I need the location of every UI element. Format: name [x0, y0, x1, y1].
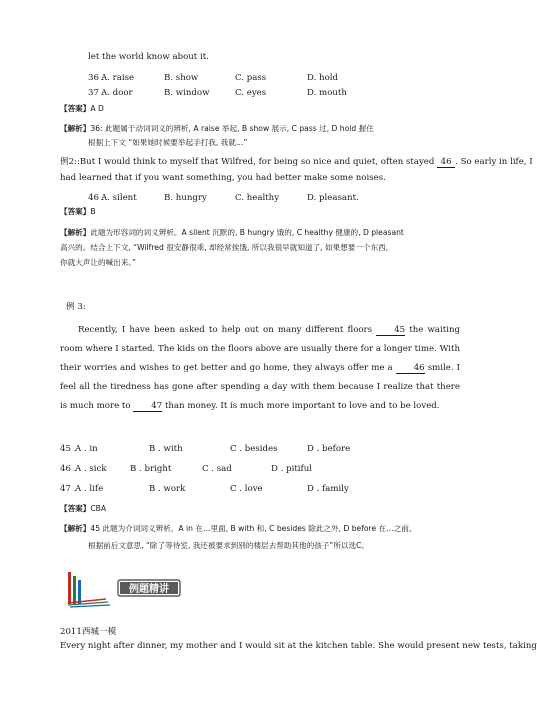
- answer-label: 【答案】: [60, 104, 91, 113]
- analysis-line: [60, 123, 374, 134]
- option-d: D. pleasant.: [307, 193, 359, 203]
- answer-value: CBA: [90, 504, 107, 513]
- option-b: B. hungry: [164, 193, 207, 203]
- analysis-label: 【解析】: [60, 524, 91, 533]
- question-number: 47 .: [60, 484, 77, 494]
- example3-heading: 例 3:: [66, 302, 86, 312]
- option-d: D . pitiful: [271, 464, 313, 474]
- example3-passage: [60, 321, 460, 416]
- analysis-label: 【解析】: [60, 228, 91, 237]
- answer-label: 【答案】: [60, 207, 91, 216]
- analysis-label: 【解析】: [60, 124, 91, 133]
- blank-46: 46: [396, 363, 425, 374]
- option-c: C. pass: [235, 73, 267, 83]
- example2-line: [60, 157, 533, 168]
- option-a: A. silent: [101, 193, 137, 203]
- question-number: 36 .: [88, 73, 105, 83]
- option-b: B. window: [164, 88, 210, 98]
- example2-text: 例2::But I would think to myself that Wilfred, for being so nice and quiet, often stayed: [60, 157, 435, 167]
- analysis-text: 45 此题为介词词义辨析。A in 在…里面, B with 和, C besides 除此之外, D before 在…之前。: [90, 524, 417, 533]
- option-a: A . life: [75, 484, 104, 494]
- blank-45: 45: [376, 325, 405, 336]
- blank-46: 46: [437, 157, 455, 168]
- analysis-line: [60, 227, 404, 238]
- passage-text: the waiting room where I started. The kids on the floors above are usually there for a longer time. With their worries and wishes to get better and go home, they always offer me a: [60, 325, 461, 373]
- logo-bar-red: [68, 572, 71, 604]
- passage-text: Recently, I have been asked to help out on many different floors: [78, 325, 373, 335]
- option-d: D. mouth: [307, 88, 347, 98]
- passage-tail: let the world know about it.: [88, 52, 209, 62]
- answer-line: [60, 503, 106, 514]
- question-number: 45 .: [60, 444, 77, 454]
- option-a: A. door: [101, 88, 133, 98]
- example-explanation-logo: [66, 566, 184, 610]
- option-d: D . family: [307, 484, 349, 494]
- analysis-text: 根据前后文意思, “除了等待室, 我还被要求到别的楼层去帮助其他的孩子”所以选C。: [88, 541, 370, 550]
- option-a: A . in: [75, 444, 98, 454]
- example2-text: . So early in life, I: [455, 157, 533, 167]
- answer-line: [60, 103, 104, 114]
- option-b: B. show: [164, 73, 199, 83]
- source-label: 2011西城一模: [60, 627, 117, 637]
- option-c: C . sad: [202, 464, 232, 474]
- question-number: 46 .: [60, 464, 77, 474]
- answer-value: A D: [90, 104, 104, 113]
- logo-text: 例题精讲: [129, 584, 169, 595]
- option-d: D. hold: [307, 73, 339, 83]
- option-c: C . love: [230, 484, 263, 494]
- option-c: C. eyes: [235, 88, 267, 98]
- analysis-text: 36: 此题属于动词词义的辨析, A raise 举起, B show 展示, C pass 过, D hold 握住: [90, 124, 374, 133]
- example2-line: had learned that if you want something, you had better make some noises.: [60, 173, 386, 183]
- option-d: D . before: [307, 444, 351, 454]
- option-a: A. raise: [101, 73, 135, 83]
- passage-text: than money. It is much more important to love and to be loved.: [164, 401, 440, 411]
- answer-line: [60, 206, 96, 217]
- option-a: A . sick: [75, 464, 107, 474]
- analysis-text: 根据上下文 “如果她时候要举起手打我, 我就…”: [88, 138, 248, 147]
- question-number: 37 .: [88, 88, 105, 98]
- analysis-text: 此题为形容词的词义辨析。A silent 沉默的, B hungry 饿的, C healthy 健康的, D pleasant: [90, 228, 404, 237]
- analysis-text: 你就大声让的喊出来。”: [60, 258, 137, 267]
- option-b: B . bright: [130, 464, 172, 474]
- option-b: B . with: [149, 444, 183, 454]
- question-number: 46 .: [88, 193, 105, 203]
- analysis-line: [60, 523, 417, 534]
- logo-bar-green: [73, 576, 76, 604]
- option-b: B . work: [149, 484, 186, 494]
- answer-label: 【答案】: [60, 504, 91, 513]
- passage-start: Every night after dinner, my mother and I would sit at the kitchen table. She would present new tests, taking: [60, 641, 537, 651]
- answer-value: B: [90, 207, 96, 216]
- analysis-text: 高兴的。结合上下文, “Wilfred 很安静很乖, 却经常挨饿, 所以我很早就知道了, 如果想要一个东西,: [60, 243, 389, 252]
- logo-bar-blue: [78, 580, 81, 604]
- option-c: C. healthy: [235, 193, 280, 203]
- option-c: C . besides: [230, 444, 278, 454]
- blank-47: 47: [133, 401, 162, 412]
- passage-text: smile. I feel all the tiredness has gone after spending a day with them because I realize that there is much more to: [60, 363, 461, 411]
